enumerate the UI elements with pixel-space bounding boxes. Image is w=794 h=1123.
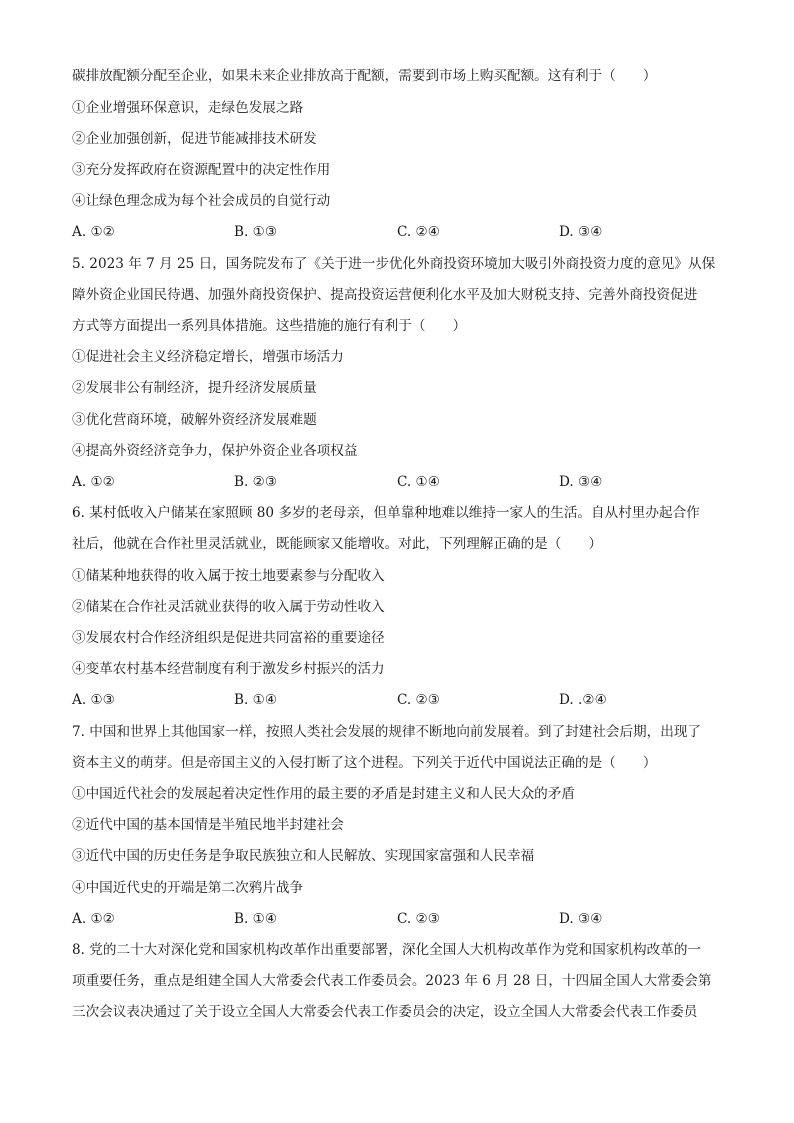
q4-option-b: B. ①③ [234, 224, 278, 240]
q5-option-b: B. ②③ [234, 474, 278, 490]
q4-option-a: A. ①② [72, 224, 115, 240]
q6-option-c: C. ②③ [397, 692, 440, 708]
q6-option-d: D. .②④ [559, 692, 607, 708]
q8-stem-line-3: 三次会议表决通过了关于设立全国人大常委会代表工作委员会的决定，设立全国人大常委会代表工作委员 [72, 1004, 698, 1020]
q5-item-1: ①促进社会主义经济稳定增长，增强市场活力 [72, 349, 344, 365]
q4-item-2: ②企业加强创新，促进节能减排技术研发 [72, 131, 317, 147]
q5-item-3: ③优化营商环境，破解外资经济发展难题 [72, 412, 317, 428]
q7-stem-line-1: 7. 中国和世界上其他国家一样，按照人类社会发展的规律不断地向前发展着。到了封建社会后期，出现了 [72, 724, 702, 740]
q6-options [72, 690, 732, 710]
q7-item-1: ①中国近代社会的发展起着决定性作用的最主要的矛盾是封建主义和人民大众的矛盾 [72, 786, 575, 802]
q6-item-3: ③发展农村合作经济组织是促进共同富裕的重要途径 [72, 630, 385, 646]
q4-option-c: C. ②④ [397, 224, 440, 240]
q7-option-d: D. ③④ [559, 911, 603, 927]
q6-item-4: ④变革农村基本经营制度有利于激发乡村振兴的活力 [72, 661, 385, 677]
q7-item-3: ③近代中国的历史任务是争取民族独立和人民解放、实现国家富强和人民幸福 [72, 848, 535, 864]
q6-item-2: ②储某在合作社灵活就业获得的收入属于劳动性收入 [72, 599, 385, 615]
q5-stem-line-1: 5. 2023 年 7 月 25 日，国务院发布了《关于进一步优化外商投资环境加大吸引外商投资力度的意见》从保 [72, 256, 716, 272]
q6-option-b: B. ①④ [234, 692, 278, 708]
q8-stem-line-1: 8. 党的二十大对深化党和国家机构改革作出重要部署，深化全国人大机构改革作为党和国家机构改革的一 [72, 942, 702, 958]
q5-option-c: C. ①④ [397, 474, 440, 490]
q7-options [72, 909, 732, 929]
q7-option-c: C. ②③ [397, 911, 440, 927]
q5-option-d: D. ③④ [559, 474, 603, 490]
q6-option-a: A. ①③ [72, 692, 115, 708]
q7-stem-line-2: 资本主义的萌芽。但是帝国主义的入侵打断了这个进程。下列关于近代中国说法正确的是（ ） [72, 755, 657, 771]
q6-item-1: ①储某种地获得的收入属于按土地要素参与分配收入 [72, 568, 385, 584]
q5-item-2: ②发展非公有制经济，提升经济发展质量 [72, 380, 317, 396]
q5-stem-line-2: 障外资企业国民待遇、加强外商投资保护、提高投资运营便利化水平及加大财税支持、完善外商投资促进 [72, 287, 698, 303]
q5-options [72, 472, 732, 492]
q4-options [72, 222, 732, 242]
q4-item-4: ④让绿色理念成为每个社会成员的自觉行动 [72, 193, 331, 209]
q4-option-d: D. ③④ [559, 224, 603, 240]
q5-item-4: ④提高外资经济竞争力，保护外资企业各项权益 [72, 443, 358, 459]
q6-stem-line-1: 6. 某村低收入户储某在家照顾 80 多岁的老母亲，但单靠种地难以维持一家人的生活。自从村里办起合作 [72, 505, 700, 521]
q7-item-4: ④中国近代史的开端是第二次鸦片战争 [72, 880, 304, 896]
q7-option-b: B. ①④ [234, 911, 278, 927]
q4-item-3: ③充分发挥政府在资源配置中的决定性作用 [72, 162, 331, 178]
q5-option-a: A. ①② [72, 474, 115, 490]
q7-item-2: ②近代中国的基本国情是半殖民地半封建社会 [72, 817, 344, 833]
q8-stem-line-2: 项重要任务，重点是组建全国人大常委会代表工作委员会。2023 年 6 月 28 日，十四届全国人大常委会第 [72, 973, 712, 989]
q6-stem-line-2: 社后，他就在合作社里灵活就业，既能顾家又能增收。对此，下列理解正确的是（ ） [72, 536, 603, 552]
q4-stem-line: 碳排放配额分配至企业，如果未来企业排放高于配额，需要到市场上购买配额。这有利于（ ） [72, 68, 657, 84]
q4-item-1: ①企业增强环保意识，走绿色发展之路 [72, 100, 304, 116]
q7-option-a: A. ①② [72, 911, 115, 927]
q5-stem-line-3: 方式等方面提出一系列具体措施。这些措施的施行有利于（ ） [72, 318, 467, 334]
